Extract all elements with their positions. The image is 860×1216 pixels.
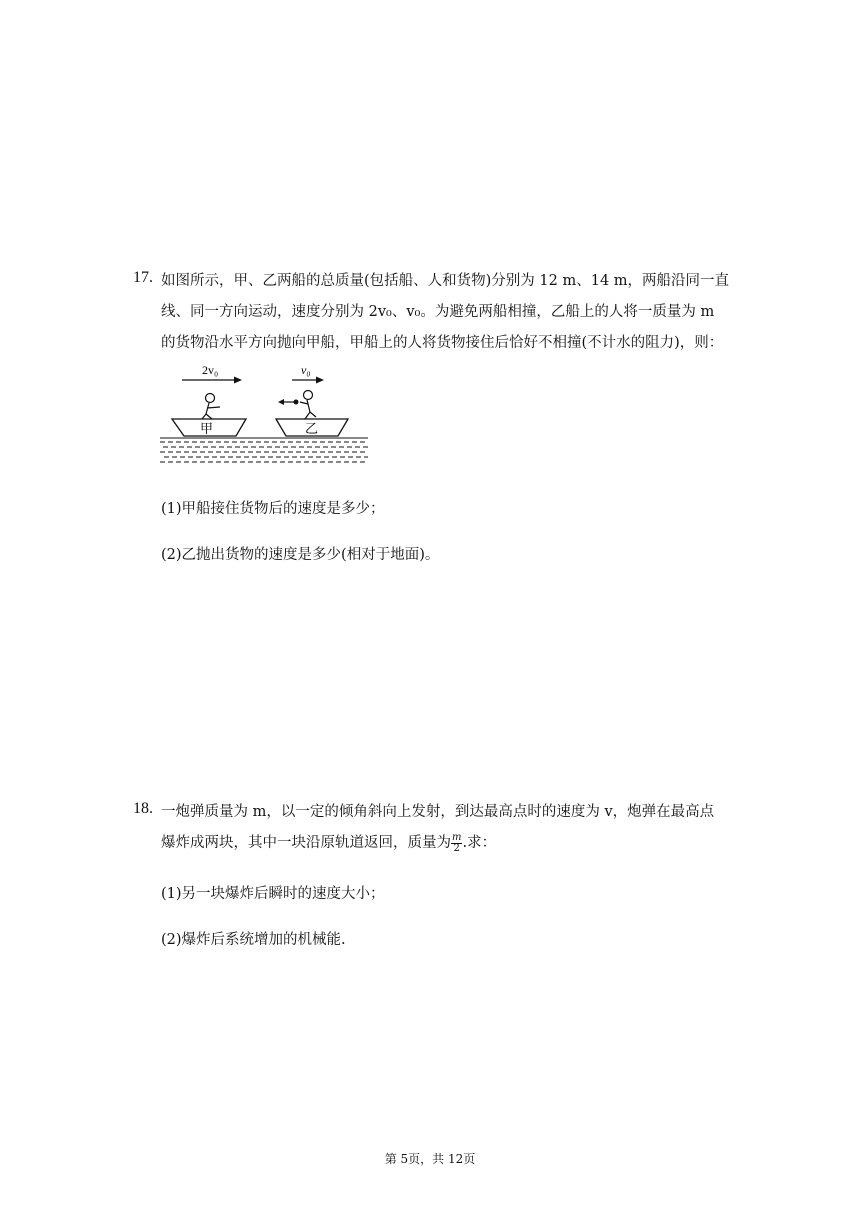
water <box>160 438 368 462</box>
question-line-pre: 爆炸成两块，其中一块沿原轨道返回，质量为 <box>161 835 451 851</box>
sub-question-2: (2)乙抛出货物的速度是多少(相对于地面)。 <box>161 547 440 563</box>
question-17 <box>133 266 748 359</box>
question-line: 一炮弹质量为 m，以一定的倾角斜向上发射，到达最高点时的速度为 v，炮弹在最高点 <box>161 804 715 820</box>
cargo <box>294 400 299 405</box>
sub-question-1: (1)甲船接住货物后的速度是多少； <box>161 501 385 517</box>
velocity-label-b: v₀ <box>301 363 311 377</box>
person-b <box>300 391 316 420</box>
question-text <box>161 797 748 859</box>
boat-a-label: 甲 <box>200 422 214 437</box>
fraction-numerator: m <box>452 831 462 843</box>
question-line <box>161 828 748 859</box>
person-a <box>202 394 220 420</box>
question-line: 如图所示，甲、乙两船的总质量(包括船、人和货物)分别为 12 m、14 m，两船沿同一直 <box>161 273 730 289</box>
fraction-denominator: 2 <box>453 842 460 854</box>
sub-question-2: (2)爆炸后系统增加的机械能. <box>161 932 346 948</box>
boat-b-label: 乙 <box>305 422 319 437</box>
sub-question-1: (1)另一块爆炸后瞬时的速度大小； <box>161 886 385 902</box>
velocity-label-a: 2v₀ <box>202 363 219 377</box>
question-text <box>161 266 748 359</box>
question-line: 的货物沿水平方向抛向甲船，甲船上的人将货物接住后恰好不相撞(不计水的阻力)，则： <box>161 335 724 351</box>
question-18 <box>133 797 748 859</box>
page-footer: 第 5页，共 12页 <box>384 1152 476 1166</box>
question-line-post: .求： <box>462 835 497 851</box>
question-line: 线、同一方向运动，速度分别为 2v₀、v₀。为避免两船相撞，乙船上的人将一质量为 m <box>161 304 715 320</box>
fraction <box>451 833 462 854</box>
question-number: 17. <box>133 269 153 286</box>
boats-figure <box>160 362 370 470</box>
question-number: 18. <box>133 800 153 817</box>
boats-diagram <box>160 362 370 470</box>
